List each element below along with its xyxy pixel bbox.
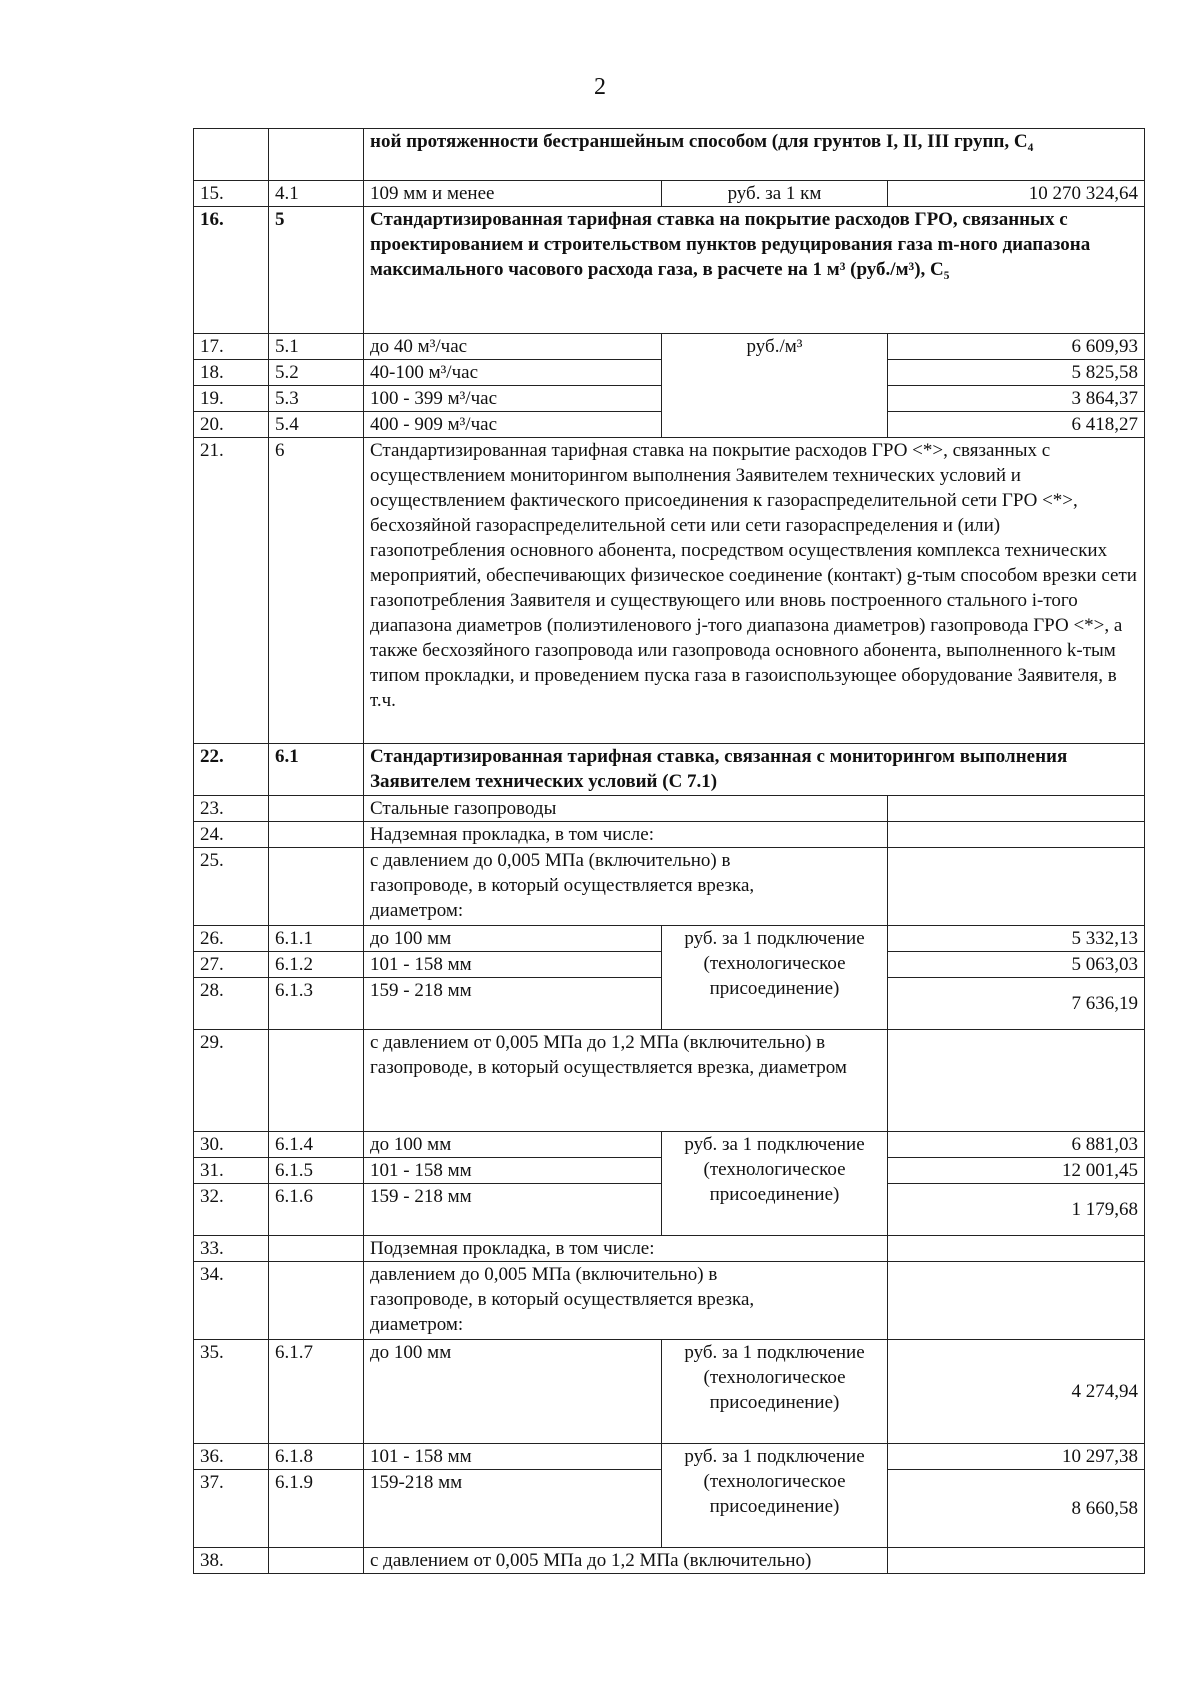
row-code: 5 [269,207,364,334]
row-unit: руб. за 1 подключение (технологическое присоединение) [662,1444,888,1548]
row-value [888,848,1145,926]
row-code: 6 [269,438,364,744]
row-number: 20. [194,412,269,438]
table-row [194,1132,1145,1158]
row-number: 33. [194,1236,269,1262]
row-description: 400 - 909 м³/час [364,412,662,438]
row-number: 34. [194,1262,269,1340]
row-number: 38. [194,1548,269,1574]
row-number: 31. [194,1158,269,1184]
page-number: 2 [594,74,606,100]
row-value [888,822,1145,848]
row-code [269,1236,364,1262]
row-value [888,1236,1145,1262]
row-description: до 100 мм [364,926,662,952]
row-value: 7 636,19 [888,978,1145,1030]
row-description: с давлением от 0,005 МПа до 1,2 МПа (включительно) в газопроводе, в который осуществляется врезка, диаметром [364,1030,888,1132]
row-description: 40-100 м³/час [364,360,662,386]
row-description: 100 - 399 м³/час [364,386,662,412]
row-value [888,1262,1145,1340]
table-row [194,1444,1145,1470]
row-number: 17. [194,334,269,360]
row-value: 5 063,03 [888,952,1145,978]
row-value: 5 825,58 [888,360,1145,386]
row-number: 24. [194,822,269,848]
row-code: 6.1.1 [269,926,364,952]
row-number: 37. [194,1470,269,1548]
row-code [269,1548,364,1574]
row-unit: руб. за 1 подключение (технологическое присоединение) [662,1132,888,1236]
row-description: Стальные газопроводы [364,796,888,822]
row-code: 5.2 [269,360,364,386]
row-code [269,796,364,822]
row-code [269,1262,364,1340]
row-value: 1 179,68 [888,1184,1145,1236]
row-description: Стандартизированная тарифная ставка, связанная с мониторингом выполнения Заявителем технических условий (С 7.1) [364,744,1145,796]
row-value: 10 270 324,64 [888,181,1145,207]
table-row [194,1548,1145,1574]
row-number: 36. [194,1444,269,1470]
row-value: 6 609,93 [888,334,1145,360]
row-number: 25. [194,848,269,926]
table-row [194,1236,1145,1262]
row-description: Стандартизированная тарифная ставка на покрытие расходов ГРО <*>, связанных с осуществлением мониторингом выполнения Заявителем технических условий и осуществлением фактического присоединения к газораспределительной сети ГРО <*>, бесхозяйной газораспределительной сети или сети газораспределения и (или) газопотребления основного абонента, посредством осуществления комплекса технических мероприятий, обеспечивающих физическое соединение (контакт) g-тым способом врезки сети газопотребления Заявителя и существующего или вновь построенного стального i-того диапазона диаметров (полиэтиленового j-того диапазона диаметров) газопровода ГРО <*>, а также бесхозяйного газопровода или газопровода основного абонента, выполненного k-тым типом прокладки, и проведением пуска газа в газоиспользующее оборудование Заявителя, в т.ч. [364,438,1145,744]
row-value: 6 418,27 [888,412,1145,438]
row-value [888,796,1145,822]
row-number: 28. [194,978,269,1030]
row-code [269,822,364,848]
row-code: 6.1.9 [269,1470,364,1548]
row-code: 6.1.7 [269,1340,364,1444]
row-description: 159 - 218 мм [364,978,662,1030]
row-description: давлением до 0,005 МПа (включительно) в газопроводе, в который осуществляется врезка, диаметром: [364,1262,888,1340]
row-number: 21. [194,438,269,744]
table-row [194,334,1145,360]
row-value: 12 001,45 [888,1158,1145,1184]
row-number: 23. [194,796,269,822]
row-number: 29. [194,1030,269,1132]
row-number: 18. [194,360,269,386]
row-code: 5.3 [269,386,364,412]
row-value: 5 332,13 [888,926,1145,952]
row-number: 15. [194,181,269,207]
row-description: до 100 мм [364,1132,662,1158]
row-code: 6.1.8 [269,1444,364,1470]
row-number: 32. [194,1184,269,1236]
row-number: 30. [194,1132,269,1158]
tariff-table [193,128,1145,1574]
table-row [194,822,1145,848]
row-description: 159 - 218 мм [364,1184,662,1236]
row-unit: руб. за 1 км [662,181,888,207]
table-row [194,744,1145,796]
row-code [269,1030,364,1132]
table-row [194,1340,1145,1444]
row-value: 4 274,94 [888,1340,1145,1444]
table-row [194,438,1145,744]
row-description: 101 - 158 мм [364,1158,662,1184]
row-number [194,129,269,181]
row-description: до 100 мм [364,1340,662,1444]
row-code: 5.1 [269,334,364,360]
row-number: 19. [194,386,269,412]
row-description: с давлением от 0,005 МПа до 1,2 МПа (включительно) [364,1548,888,1574]
row-number: 22. [194,744,269,796]
row-code: 6.1.6 [269,1184,364,1236]
table-row [194,207,1145,334]
table-row [194,1262,1145,1340]
row-description: с давлением до 0,005 МПа (включительно) в газопроводе, в который осуществляется врезка, диаметром: [364,848,888,926]
table-row [194,181,1145,207]
row-value: 3 864,37 [888,386,1145,412]
row-code [269,129,364,181]
row-description: 159-218 мм [364,1470,662,1548]
table-row [194,129,1145,181]
row-description: Надземная прокладка, в том числе: [364,822,888,848]
row-value: 6 881,03 [888,1132,1145,1158]
row-description: до 40 м³/час [364,334,662,360]
row-value: 8 660,58 [888,1470,1145,1548]
row-unit: руб./м³ [662,334,888,438]
row-number: 26. [194,926,269,952]
row-number: 27. [194,952,269,978]
table-row [194,1030,1145,1132]
table-row [194,926,1145,952]
row-unit: руб. за 1 подключение (технологическое присоединение) [662,926,888,1030]
row-code: 6.1 [269,744,364,796]
row-code: 5.4 [269,412,364,438]
row-description: 101 - 158 мм [364,1444,662,1470]
row-code: 6.1.5 [269,1158,364,1184]
row-number: 16. [194,207,269,334]
table-row [194,848,1145,926]
row-description: Стандартизированная тарифная ставка на покрытие расходов ГРО, связанных с проектированием и строительством пунктов редуцирования газа m-ного диапазона максимального часового расхода газа, в расчете на 1 м³ (руб./м³), С₅ [364,207,1145,334]
row-value [888,1548,1145,1574]
table-row [194,796,1145,822]
row-description: 109 мм и менее [364,181,662,207]
row-description: Подземная прокладка, в том числе: [364,1236,888,1262]
row-description: 101 - 158 мм [364,952,662,978]
row-code: 6.1.2 [269,952,364,978]
row-description: ной протяженности бестраншейным способом (для грунтов I, II, III групп, С₄ [364,129,1145,181]
row-code: 6.1.3 [269,978,364,1030]
row-value [888,1030,1145,1132]
row-code: 4.1 [269,181,364,207]
row-value: 10 297,38 [888,1444,1145,1470]
row-unit: руб. за 1 подключение (технологическое присоединение) [662,1340,888,1444]
row-code [269,848,364,926]
row-number: 35. [194,1340,269,1444]
row-code: 6.1.4 [269,1132,364,1158]
